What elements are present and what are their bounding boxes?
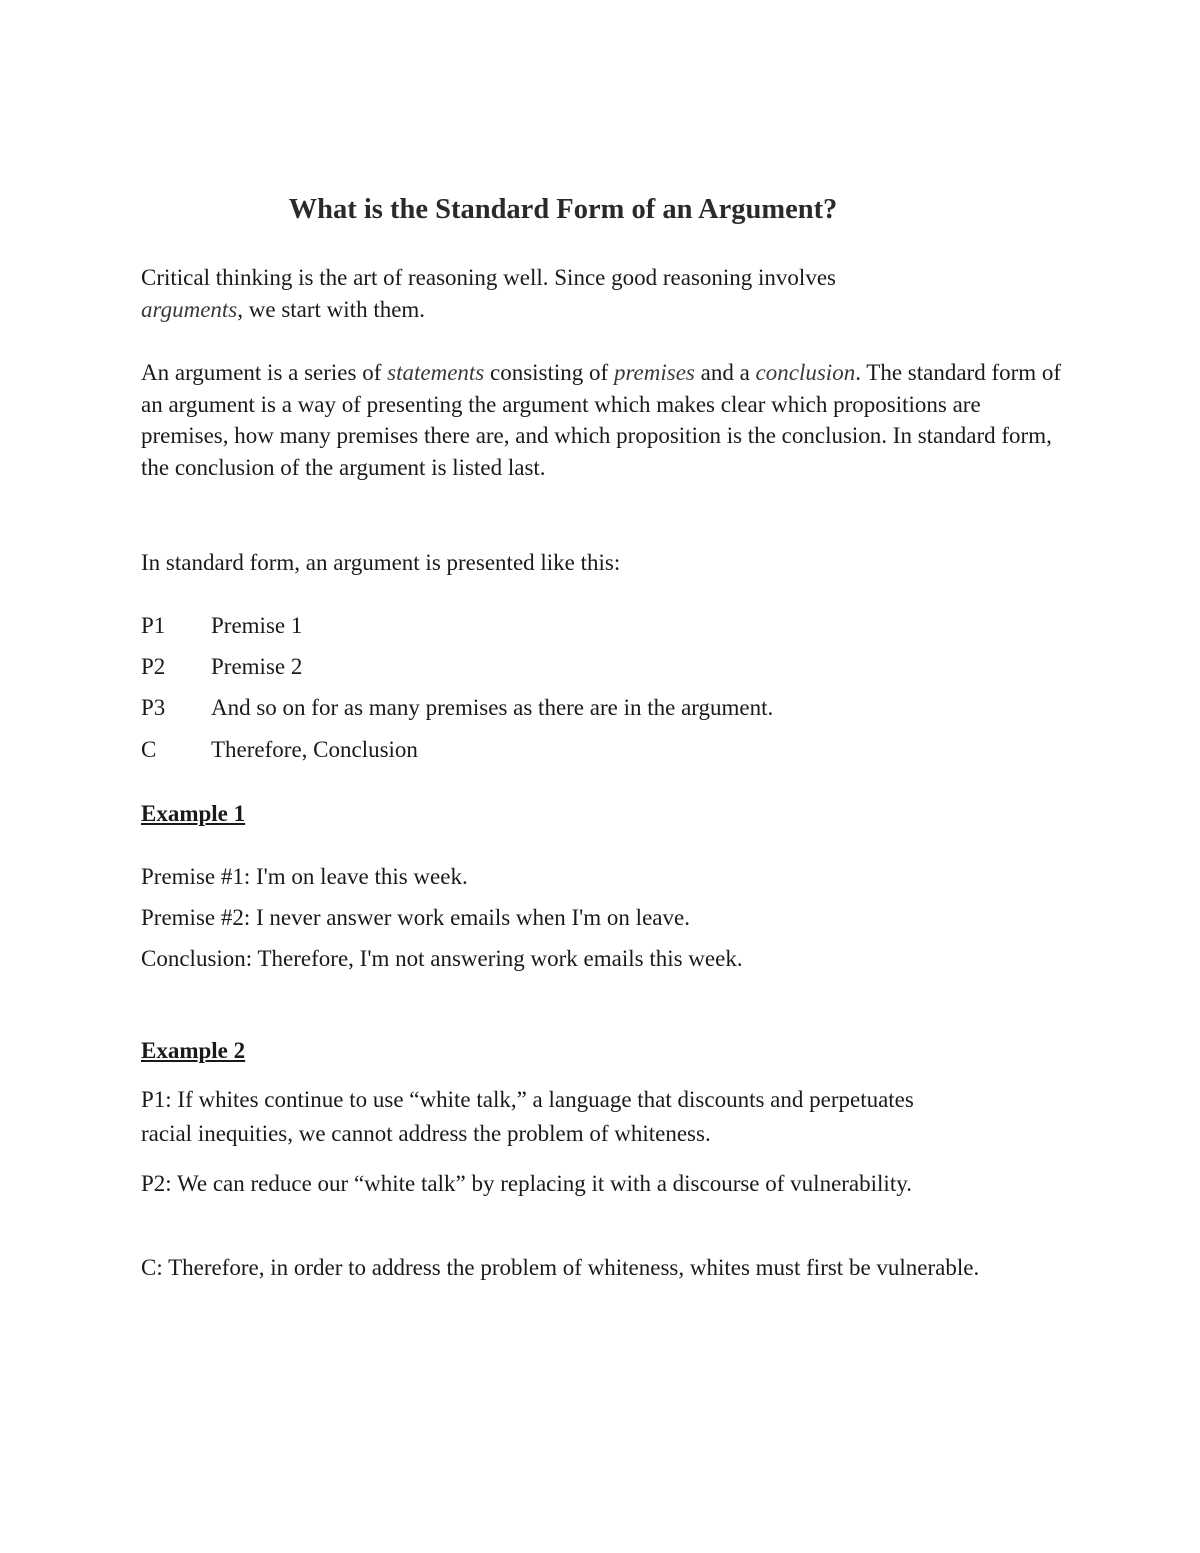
definition-text-2: consisting of	[484, 360, 614, 385]
example-2-conclusion: C: Therefore, in order to address the problem of whiteness, whites must first be vulnerable.	[141, 1255, 980, 1280]
page-title: What is the Standard Form of an Argument?	[288, 194, 838, 225]
row-label: P1	[141, 613, 166, 638]
example-1-line: Premise #1: I'm on leave this week.	[141, 864, 468, 889]
row-label: C	[141, 737, 157, 762]
premises-term: premises	[613, 360, 695, 385]
definition-text-4: . The standard form of an argument is a way of presenting the argument which makes clear which propositions are premises, how many premises there are, and which proposition is the conclusion. In standard form, the conclusion of the argument is listed last.	[141, 360, 1062, 480]
row-label: P3	[141, 695, 166, 720]
example-1-line: Conclusion: Therefore, I'm not answering work emails this week.	[141, 946, 743, 971]
definition-text-3: and a	[694, 360, 756, 385]
conclusion-term: conclusion	[755, 360, 856, 385]
example-2-heading: Example 2	[141, 1038, 246, 1063]
row-text: Premise 1	[211, 613, 303, 638]
intro-paragraph	[141, 262, 901, 325]
standard-form-row	[141, 692, 773, 723]
example-2-premise-2: P2: We can reduce our “white talk” by replacing it with a discourse of vulnerability.	[141, 1171, 912, 1196]
arguments-term: arguments	[141, 296, 238, 322]
intro-text-1: Critical thinking is the art of reasoning well. Since good reasoning involves	[141, 265, 836, 290]
example-1-line: Premise #2: I never answer work emails when I'm on leave.	[141, 905, 690, 930]
row-text: Therefore, Conclusion	[211, 737, 418, 762]
intro-text-2: , we start with them.	[237, 296, 426, 322]
standard-form-intro: In standard form, an argument is presented like this:	[141, 550, 621, 575]
example-1-heading: Example 1	[141, 801, 246, 826]
standard-form-row	[141, 610, 302, 641]
example-2-premise-1: P1: If whites continue to use “white talk,” a language that discounts and perpetuates racial inequities, we cannot address the problem of whiteness.	[141, 1087, 914, 1146]
row-label: P2	[141, 654, 166, 679]
standard-form-row	[141, 651, 302, 682]
statements-term: statements	[387, 360, 485, 385]
row-text: Premise 2	[211, 654, 303, 679]
definition-text-1: An argument is a series of	[141, 360, 388, 385]
definition-paragraph	[141, 357, 1066, 483]
row-text: And so on for as many premises as there are in the argument.	[211, 695, 774, 720]
standard-form-row	[141, 734, 418, 765]
